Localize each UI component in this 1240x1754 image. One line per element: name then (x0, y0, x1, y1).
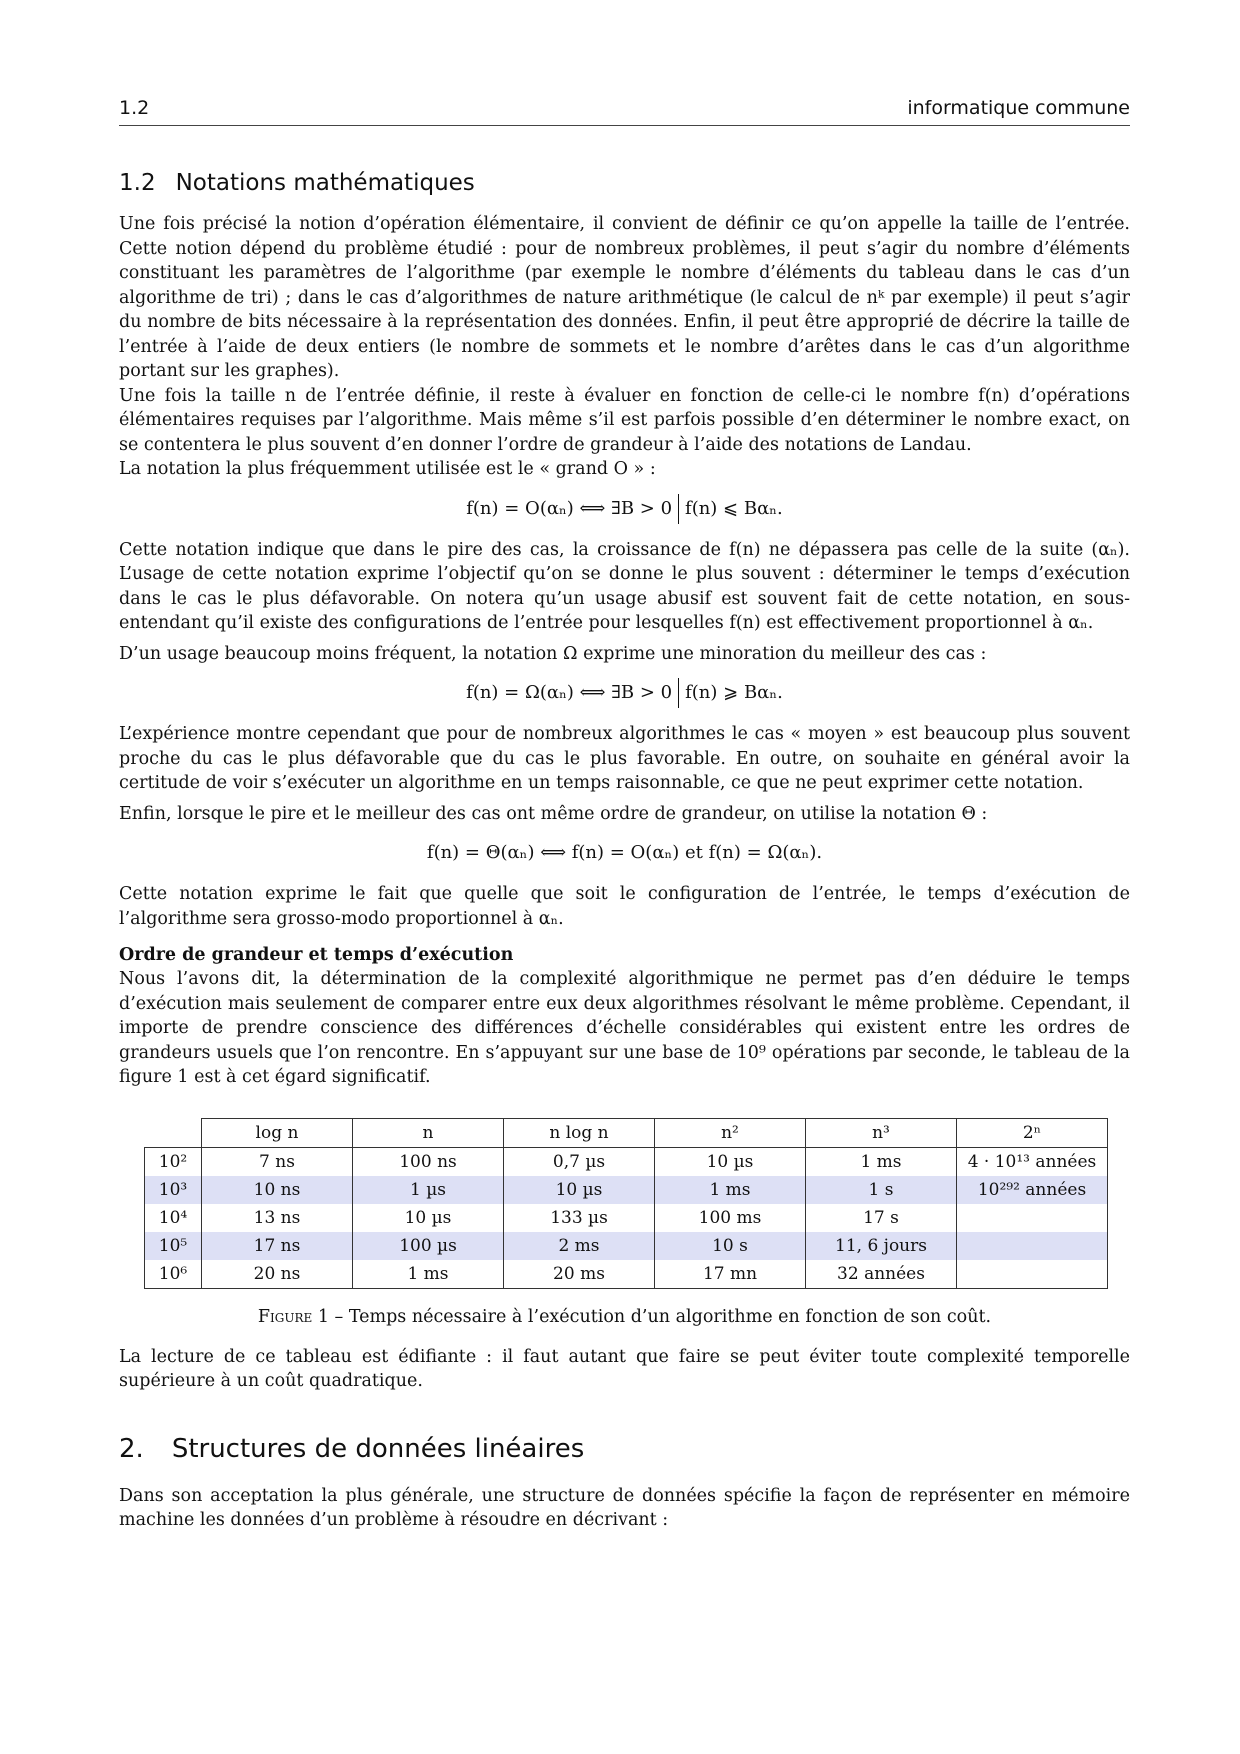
equation-bar (678, 678, 679, 708)
table-cell: 10 µs (504, 1176, 655, 1204)
table-cell: 13 ns (202, 1204, 353, 1232)
complexity-table (144, 1118, 1108, 1289)
equation-big-o-right: f(n) ⩽ Bαₙ. (685, 497, 783, 519)
table-cell: 0,7 µs (504, 1147, 655, 1176)
table-column-header: n (353, 1118, 504, 1147)
table-row-label: 10² (145, 1147, 202, 1176)
chapter-title: Structures de données linéaires (171, 1433, 585, 1464)
header-title: informatique commune (907, 97, 1130, 119)
equation-theta-text: f(n) = Θ(αₙ) ⟺ f(n) = O(αₙ) et f(n) = Ω(αₙ). (426, 842, 823, 863)
table-column-header: 2ⁿ (957, 1118, 1108, 1147)
paragraph-intro: Une fois précisé la notion d’opération élémentaire, il convient de définir ce qu’on appelle la taille de l’entrée. Cette notion dépend du problème étudié : pour de nombreux problèmes, il peut s’agir du nombre d’éléments constituant les paramètres de l’algorithme (par exemple le nombre d’éléments du tableau dans le cas d’un algorithme de tri) ; dans le cas d’algorithmes de nature arithmétique (le calcul de nᵏ par exemple) il peut s’agir du nombre de bits nécessaire à la représentation des données. Enfin, il peut être approprié de décrire la taille de l’entrée à l’aide de deux entiers (le nombre de sommets et le nombre d’arêtes dans le cas d’un algorithme portant sur les graphes). (119, 214, 1130, 381)
figure-caption (119, 1307, 1130, 1327)
table-cell (957, 1260, 1108, 1289)
table-cell: 17 ns (202, 1232, 353, 1260)
equation-big-o-left: f(n) = O(αₙ) ⟺ ∃B > 0 (466, 497, 673, 519)
table-cell: 10²⁹² années (957, 1176, 1108, 1204)
paragraph-average-case: L’expérience montre cependant que pour de nombreux algorithmes le cas « moyen » est beaucoup plus souvent proche du cas le plus défavorable que du cas le plus favorable. En outre, on souhaite en général avoir la certitude de voir s’exécuter un algorithme en un temps raisonnable, ce que ne peut exprimer cette notation. (119, 724, 1130, 793)
table-column-header: n² (655, 1118, 806, 1147)
table-cell: 1 µs (353, 1176, 504, 1204)
table-cell: 11, 6 jours (806, 1232, 957, 1260)
header-section-number: 1.2 (119, 97, 150, 119)
table-row (145, 1260, 1108, 1289)
table-corner (145, 1118, 202, 1147)
figure-label: Figure 1 (257, 1306, 329, 1327)
equation-theta (119, 838, 1130, 868)
table-cell: 10 µs (655, 1147, 806, 1176)
page-header (119, 97, 1130, 126)
paragraph-big-o-meaning: Cette notation indique que dans le pire des cas, la croissance de f(n) ne dépassera pas celle de la suite (αₙ). L’usage de cette notation exprime l’objectif qu’on se donne le plus souvent : déterminer le temps d’exécution dans le cas le plus défavorable. On notera qu’un usage abusif est souvent fait de cette notation, en sous-entendant qu’il existe des configurations de l’entrée pour lesquelles f(n) est effectivement proportionnel à αₙ. (119, 539, 1130, 633)
equation-omega-left: f(n) = Ω(αₙ) ⟺ ∃B > 0 (466, 682, 673, 703)
table-cell: 17 mn (655, 1260, 806, 1289)
table-cell (957, 1204, 1108, 1232)
section-number: 1.2 (119, 170, 156, 196)
page-content (119, 170, 1130, 1533)
equation-omega (119, 678, 1130, 708)
table-cell: 1 ms (353, 1260, 504, 1289)
section-heading (119, 170, 1130, 196)
figure-caption-text: – Temps nécessaire à l’exécution d’un algorithme en fonction de son coût. (328, 1306, 992, 1327)
subsection-heading: Ordre de grandeur et temps d’exécution (119, 945, 514, 965)
table-cell: 20 ms (504, 1260, 655, 1289)
table-cell: 10 µs (353, 1204, 504, 1232)
table-cell: 100 µs (353, 1232, 504, 1260)
table-cell: 2 ms (504, 1232, 655, 1260)
table-cell: 1 ms (806, 1147, 957, 1176)
table-row-label: 10⁵ (145, 1232, 202, 1260)
table-row-label: 10³ (145, 1176, 202, 1204)
table-column-header: n log n (504, 1118, 655, 1147)
table-cell: 100 ms (655, 1204, 806, 1232)
equation-omega-right: f(n) ⩾ Bαₙ. (685, 682, 783, 703)
equation-bar (678, 494, 679, 524)
table-cell: 7 ns (202, 1147, 353, 1176)
section-title: Notations mathématiques (175, 170, 475, 196)
equation-big-o (119, 494, 1130, 524)
chapter-number: 2. (119, 1433, 144, 1464)
chapter-heading (119, 1434, 1130, 1464)
table-cell: 17 s (806, 1204, 957, 1232)
table-cell: 10 ns (202, 1176, 353, 1204)
table-row-label: 10⁴ (145, 1204, 202, 1232)
table-row-label: 10⁶ (145, 1260, 202, 1289)
paragraph-big-o-intro: La notation la plus fréquemment utilisée est le « grand O » : (119, 459, 656, 479)
table-column-header: n³ (806, 1118, 957, 1147)
table-cell: 20 ns (202, 1260, 353, 1289)
figure-table-wrapper (144, 1118, 1130, 1289)
table-cell: 1 s (806, 1176, 957, 1204)
table-cell: 10 s (655, 1232, 806, 1260)
paragraph-omega-intro: D’un usage beaucoup moins fréquent, la notation Ω exprime une minoration du meilleur des cas : (119, 643, 987, 664)
paragraph-order-magnitude: Nous l’avons dit, la détermination de la complexité algorithmique ne permet pas d’en déduire le temps d’exécution mais seulement de comparer entre eux deux algorithmes résolvant le même problème. Cependant, il importe de prendre conscience des différences d’échelle considérables qui existent entre les ordres de grandeurs usuels que l’on rencontre. En s’appuyant sur une base de 10⁹ opérations par seconde, le tableau de la figure 1 est à cet égard significatif. (119, 969, 1130, 1087)
table-cell: 100 ns (353, 1147, 504, 1176)
table-row (145, 1147, 1108, 1176)
table-column-header: log n (202, 1118, 353, 1147)
table-cell (957, 1232, 1108, 1260)
paragraph-theta-meaning: Cette notation exprime le fait que quelle que soit le configuration de l’entrée, le temps d’exécution de l’algorithme sera grosso-modo proportionnel à αₙ. (119, 884, 1130, 929)
paragraph-data-structures: Dans son acceptation la plus générale, une structure de données spécifie la façon de représenter en mémoire machine les données d’un problème à résoudre en décrivant : (119, 1485, 1130, 1530)
table-cell: 4 · 10¹³ années (957, 1147, 1108, 1176)
table-cell: 32 années (806, 1260, 957, 1289)
table-row (145, 1204, 1108, 1232)
table-cell: 133 µs (504, 1204, 655, 1232)
table-row (145, 1232, 1108, 1260)
paragraph-conclusion: La lecture de ce tableau est édifiante : il faut autant que faire se peut éviter toute complexité temporelle supérieure à un coût quadratique. (119, 1346, 1130, 1391)
table-row (145, 1176, 1108, 1204)
paragraph-theta-intro: Enfin, lorsque le pire et le meilleur des cas ont même ordre de grandeur, on utilise la notation Θ : (119, 803, 988, 824)
table-header-row (145, 1118, 1108, 1147)
paragraph-size: Une fois la taille n de l’entrée définie, il reste à évaluer en fonction de celle-ci le nombre f(n) d’opérations élémentaires requises par l’algorithme. Mais même s’il est parfois possible d’en déterminer le nombre exact, on se contentera le plus souvent d’en donner l’ordre de grandeur à l’aide des notations de Landau. (119, 385, 1130, 455)
table-cell: 1 ms (655, 1176, 806, 1204)
